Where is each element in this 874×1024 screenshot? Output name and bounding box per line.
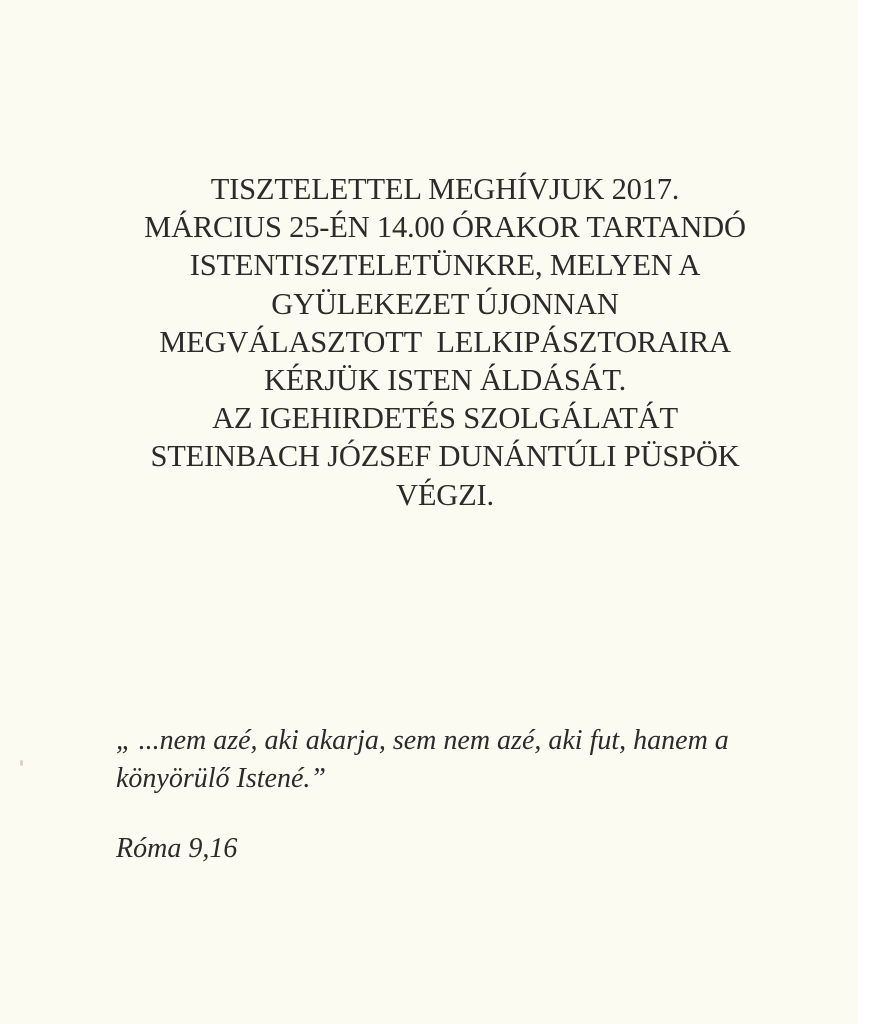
invitation-line: GYÜLEKEZET ÚJONNAN	[271, 286, 619, 321]
invitation-text	[60, 170, 830, 514]
invitation-line: ISTENTISZTELETÜNKRE, MELYEN A	[189, 248, 701, 283]
invitation-line: MEGVÁLASZTOTT LELKIPÁSZTORAIRA	[159, 324, 731, 359]
invitation-line: KÉRJÜK ISTEN ÁLDÁSÁT.	[263, 363, 627, 398]
verse-reference: Róma 9,16	[116, 833, 238, 864]
page-margin	[858, 0, 874, 1024]
verse-line: könyörülő Istené.”	[116, 763, 326, 794]
verse-line: „ ...nem azé, aki akarja, sem nem azé, aki fut, hanem a	[116, 725, 729, 756]
invitation-line: AZ IGEHIRDETÉS SZOLGÁLATÁT	[212, 401, 678, 436]
invitation-line: MÁRCIUS 25-ÉN 14.00 ÓRAKOR TARTANDÓ	[144, 210, 746, 245]
invitation-line: VÉGZI.	[396, 477, 494, 512]
bible-verse-quote	[116, 722, 836, 798]
paper-speck	[20, 760, 23, 766]
invitation-line: TISZTELETTEL MEGHÍVJUK 2017.	[210, 172, 680, 206]
invitation-line: STEINBACH JÓZSEF DUNÁNTÚLI PÜSPÖK	[150, 439, 740, 474]
